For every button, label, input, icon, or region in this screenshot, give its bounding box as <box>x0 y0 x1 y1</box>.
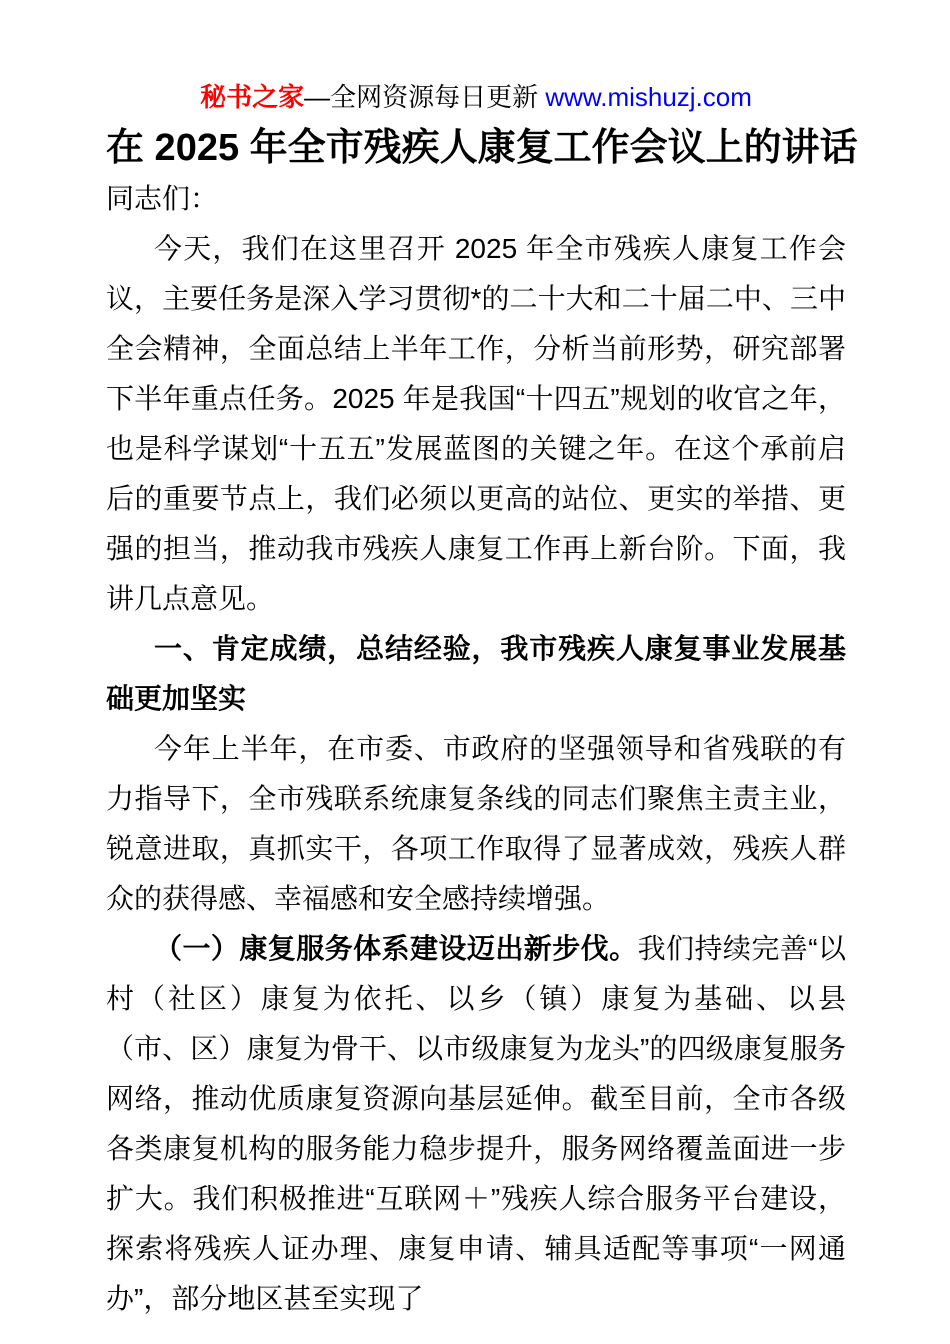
site-url-link[interactable]: www.mishuzj.com <box>545 82 752 112</box>
header-tagline: —全网资源每日更新 <box>304 82 546 112</box>
paragraph-intro: 今天，我们在这里召开 2025 年全市残疾人康复工作会议，主要任务是深入学习贯彻*的二十大和二十届二中、三中全会精神，全面总结上半年工作，分析当前形势，研究部署下半年重点任务。2025 年是我国“十四五”规划的收官之年，也是科学谋划“十五五”发展蓝图的关键之年。在这个承前启后的重要节点上，我们必须以更高的站位、更实的举措、更强的担当，推动我市残疾人康复工作再上新台阶。下面，我讲几点意见。 <box>106 233 846 614</box>
paragraph-subsection-1 <box>106 924 846 1324</box>
section-heading-1: 一、肯定成绩，总结经验，我市残疾人康复事业发展基础更加坚实 <box>106 633 846 714</box>
paragraph-achievements: 今年上半年，在市委、市政府的坚强领导和省残联的有力指导下，全市残联系统康复条线的同志们聚焦主责主业，锐意进取，真抓实干，各项工作取得了显著成效，残疾人群众的获得感、幸福感和安全感持续增强。 <box>106 733 846 914</box>
document-title: 在 2025 年全市残疾人康复工作会议上的讲话 <box>106 127 858 169</box>
subsection-heading-1: （一）康复服务体系建设迈出新步伐。 <box>154 933 638 964</box>
subsection-body-1: 我们持续完善“以村（社区）康复为依托、以乡（镇）康复为基础、以县（市、区）康复为骨干、以市级康复为龙头”的四级康复服务网络，推动优质康复资源向基层延伸。截至目前，全市各级各类康复机构的服务能力稳步提升，服务网络覆盖面进一步扩大。我们积极推进“互联网＋”残疾人综合服务平台建设，探索将残疾人证办理、康复申请、辅具适配等事项“一网通办”，部分地区甚至实现了 <box>106 933 846 1314</box>
site-header <box>106 72 846 122</box>
site-brand-name: 秘书之家 <box>200 82 305 112</box>
salutation: 同志们： <box>106 183 219 214</box>
